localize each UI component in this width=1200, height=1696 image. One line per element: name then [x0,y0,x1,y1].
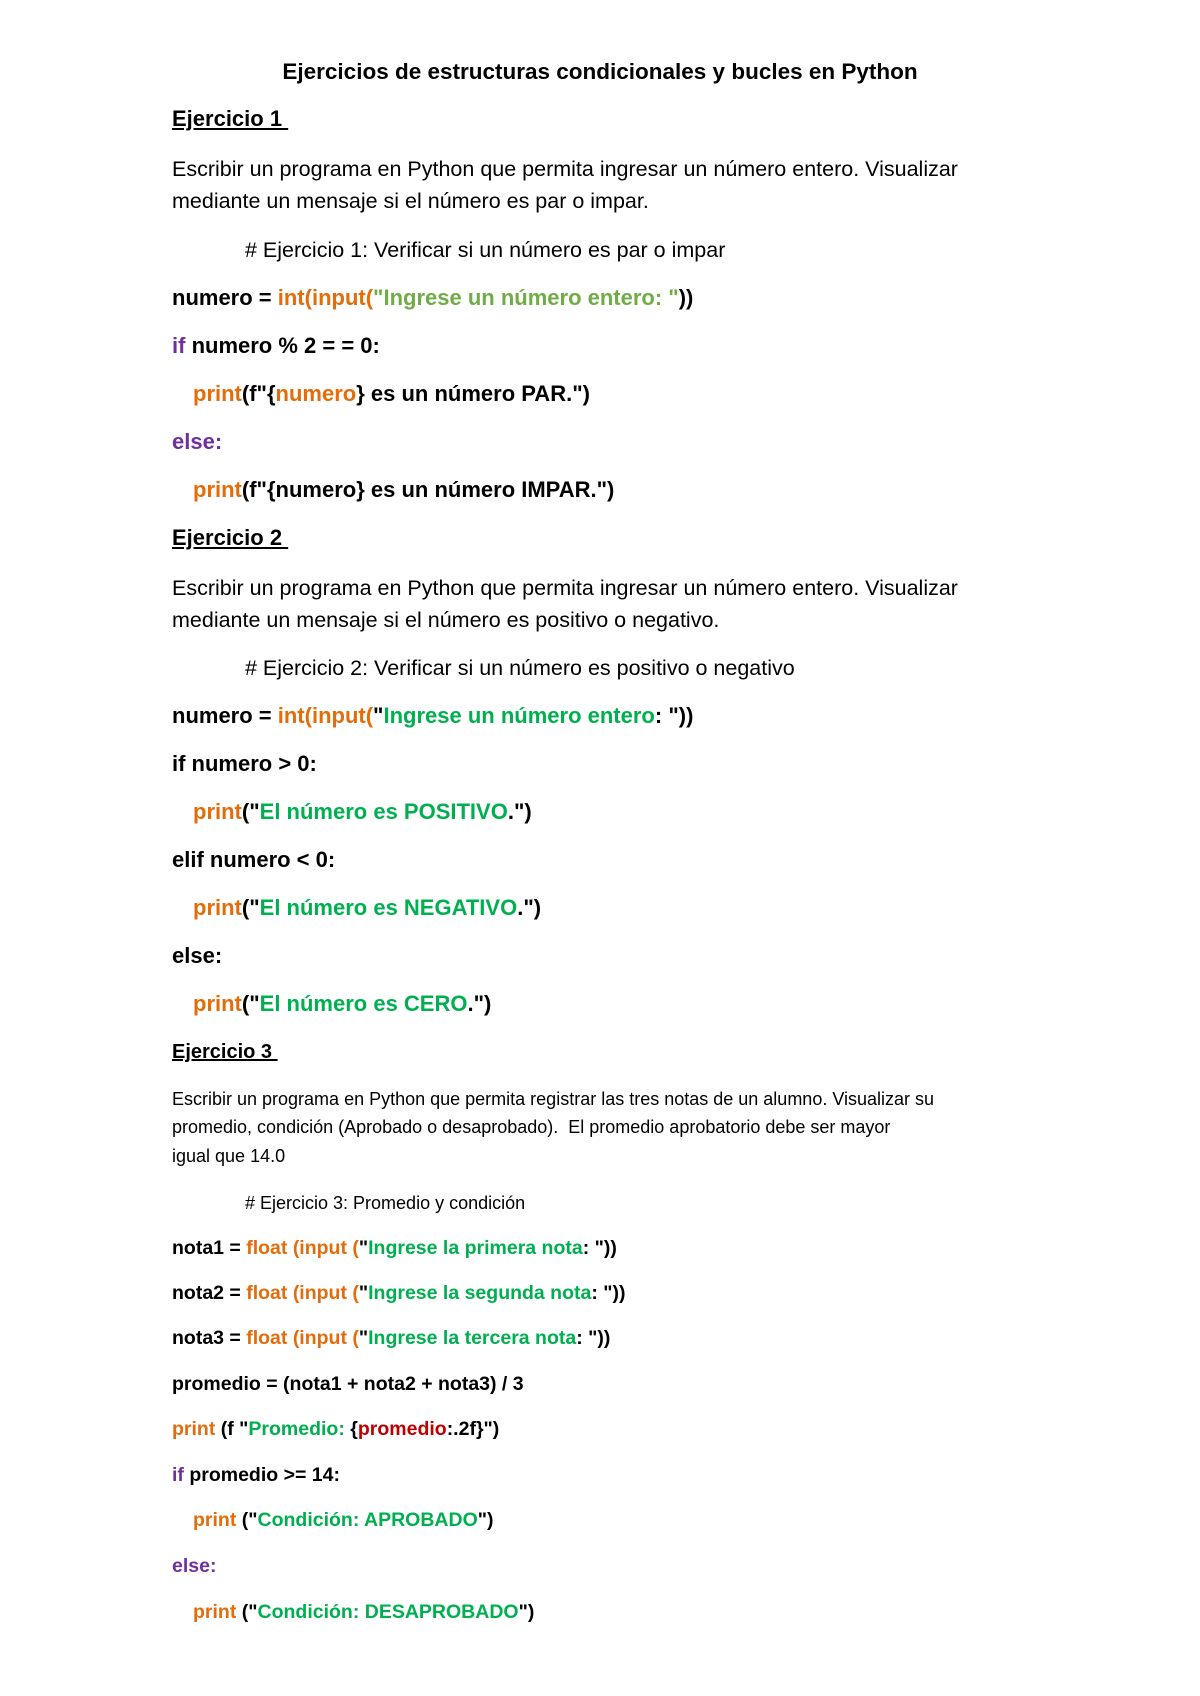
exercise-2-description-line-2: mediante un mensaje si el número es positivo o negativo. [172,608,720,632]
exercise-3-heading: Ejercicio 3 [172,1041,278,1063]
code-token: print [193,477,242,502]
exercise-1-description-line-2: mediante un mensaje si el número es par o impar. [172,189,649,213]
code-token: print [193,1509,237,1531]
exercise-1-comment: # Ejercicio 1: Verificar si un número es par o impar [245,238,726,262]
ex1-code-line [193,381,590,406]
code-token: print [172,1418,216,1440]
code-token: numero [275,381,357,406]
ex2-code-line [172,703,693,728]
code-token: float (input ( [246,1282,359,1304]
code-token: int(input( [277,703,374,728]
code-token: Condición: DESAPROBADO [257,1601,519,1623]
code-token: ") [477,1509,494,1531]
code-token: elif numero < 0: [172,847,336,872]
ex3-code-line [172,1327,610,1349]
code-token: print [193,1601,237,1623]
exercise-3-description-line-2: promedio, condición (Aprobado o desaprobado). El promedio aprobatorio debe ser mayor [172,1117,891,1137]
ex3-code-line [172,1237,617,1259]
ex2-code-line [193,991,491,1016]
page-title: Ejercicios de estructuras condicionales y bucles en Python [282,59,918,84]
code-token: else: [172,429,223,454]
code-token: " [358,1327,369,1349]
code-token: (" [241,991,260,1016]
ex1-code-line [172,285,693,310]
ex2-code-line [193,895,541,920]
code-token: " [373,703,384,728]
code-token: ") [518,1601,535,1623]
exercise-3-comment: # Ejercicio 3: Promedio y condición [245,1193,526,1213]
code-token: if numero > 0: [172,751,317,776]
code-token: numero % 2 = = 0: [185,333,380,358]
code-token: print [193,381,242,406]
code-token: numero = [172,703,278,728]
code-token: Condición: APROBADO [257,1509,478,1531]
code-token: El número es CERO [259,991,468,1016]
code-token: :.2f}") [446,1418,500,1440]
code-token: print [193,991,242,1016]
ex3-code-line [172,1464,340,1486]
ex1-code-line [172,429,222,454]
exercise-2-heading: Ejercicio 2 [172,525,289,550]
code-token: { [350,1418,358,1440]
ex1-code-line [172,333,380,358]
ex3-code-line [172,1282,626,1304]
code-token: Ingrese un número entero [383,703,655,728]
ex3-code-line [172,1555,216,1577]
ex2-code-line [172,751,317,776]
code-token: if [172,1464,184,1486]
code-token: print [193,799,242,824]
code-token: nota1 = [172,1237,247,1259]
code-token: " [358,1237,369,1259]
exercise-2-comment: # Ejercicio 2: Verificar si un número es positivo o negativo [245,656,795,680]
code-token: "Ingrese un número entero: " [373,285,679,310]
code-token: nota2 = [172,1282,247,1304]
code-token: else: [172,1555,217,1577]
code-token: int(input( [277,285,374,310]
code-token: float (input ( [246,1327,359,1349]
exercise-1-description-line-1: Escribir un programa en Python que permita ingresar un número entero. Visualizar [172,157,958,181]
exercise-3-description-line-3: igual que 14.0 [172,1146,286,1166]
code-token: (f"{numero} es un número IMPAR.") [241,477,615,502]
code-token: (" [236,1601,258,1623]
exercise-2-description-line-1: Escribir un programa en Python que permita ingresar un número entero. Visualizar [172,576,958,600]
code-token: El número es POSITIVO [259,799,508,824]
code-token: } es un número PAR.") [356,381,590,406]
code-token: Promedio: [248,1418,351,1440]
code-token: El número es NEGATIVO [259,895,518,920]
ex3-code-line [193,1509,494,1531]
code-token: nota3 = [172,1327,247,1349]
code-token: numero = [172,285,278,310]
code-token: else: [172,943,223,968]
ex1-code-line [193,477,614,502]
code-token: if [172,333,186,358]
code-token: (" [241,895,260,920]
code-token: (f " [215,1418,249,1440]
code-token: Ingrese la segunda nota [368,1282,592,1304]
code-token: print [193,895,242,920]
code-token: (f"{ [241,381,276,406]
exercise-1-heading: Ejercicio 1 [172,106,289,131]
ex3-code-line [193,1601,534,1623]
code-token: " [358,1282,369,1304]
code-token: : ")) [576,1327,611,1349]
code-token: float (input ( [246,1237,359,1259]
code-token: : ")) [582,1237,617,1259]
code-token: Ingrese la primera nota [368,1237,583,1259]
code-token: .") [517,895,542,920]
code-token: : ")) [654,703,694,728]
code-token: (" [241,799,260,824]
exercise-3-description-line-1: Escribir un programa en Python que permita registrar las tres notas de un alumno. Visualizar su [172,1089,935,1109]
code-token: : ")) [591,1282,626,1304]
code-token: promedio >= 14: [183,1464,340,1486]
ex3-code-line [172,1418,499,1440]
code-token: promedio [357,1418,447,1440]
code-token: .") [467,991,492,1016]
code-token: )) [678,285,694,310]
ex2-code-line [193,799,532,824]
code-token: .") [507,799,532,824]
code-token: Ingrese la tercera nota [368,1327,577,1349]
ex2-code-line [172,943,222,968]
code-token: promedio = (nota1 + nota2 + nota3) / 3 [172,1373,524,1395]
ex3-code-line [172,1373,524,1395]
code-token: (" [236,1509,258,1531]
ex2-code-line [172,847,335,872]
